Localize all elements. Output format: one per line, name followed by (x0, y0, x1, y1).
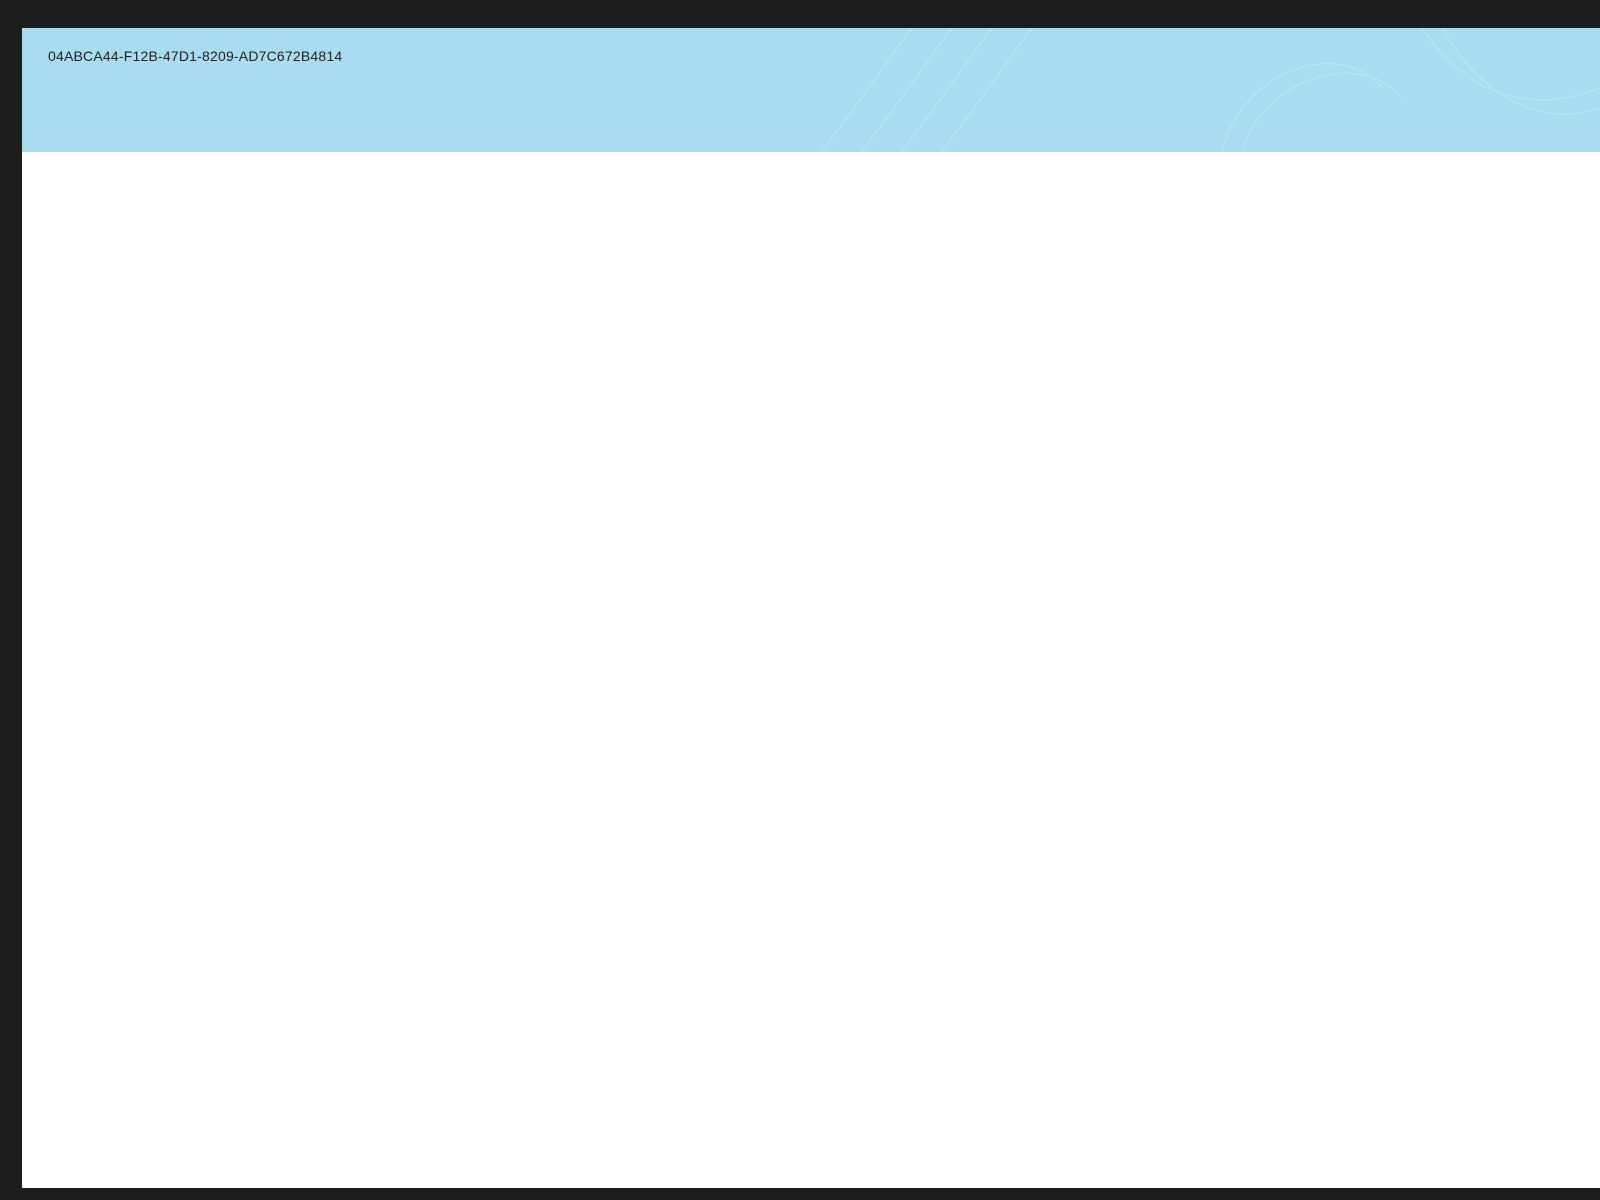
document-id: 04ABCA44-F12B-47D1-8209-AD7C672B4814 (48, 48, 343, 64)
report-page (22, 28, 1600, 1188)
decorative-lines (822, 28, 1600, 152)
header-band (22, 28, 1600, 152)
